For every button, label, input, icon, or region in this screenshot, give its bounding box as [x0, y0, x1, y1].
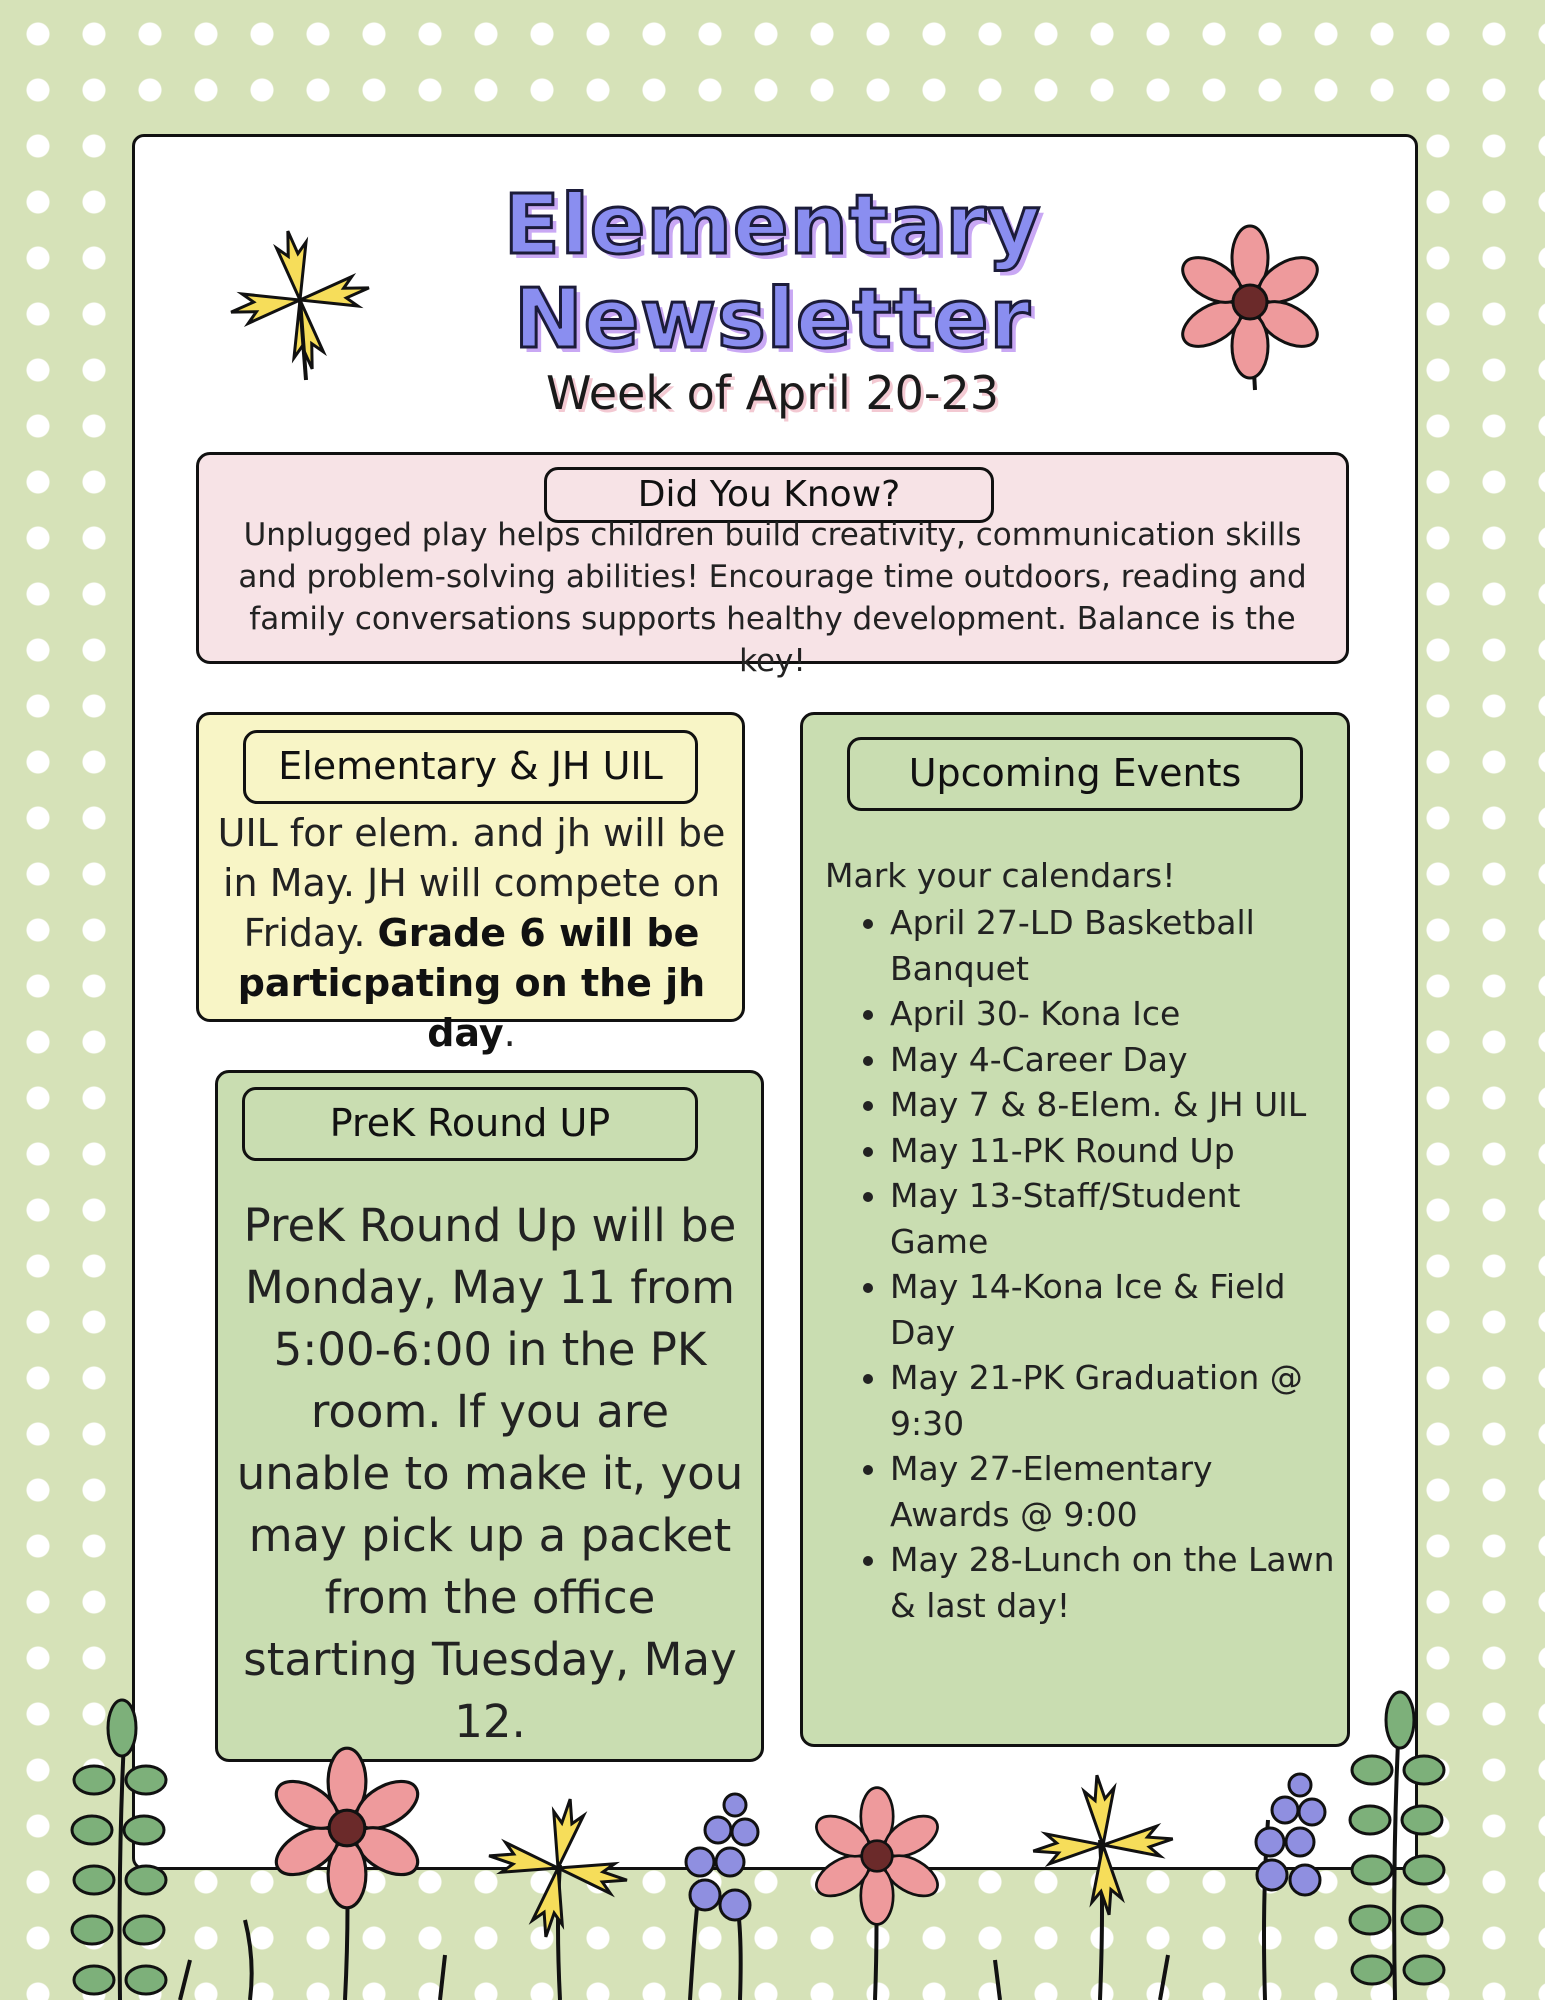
title-line-2: Newsletter: [514, 272, 1031, 367]
upcoming-events-heading: Upcoming Events: [847, 737, 1303, 811]
prek-text: PreK Round Up will be Monday, May 11 from 5:00-6:00 in the PK room. If you are unable to make it, you may pick up a packet from the office starting Tuesday, May 12.: [236, 1199, 744, 1748]
pink-flower-icon: [1175, 226, 1325, 378]
uil-heading: Elementary & JH UIL: [243, 730, 698, 804]
uil-text-end: .: [503, 1011, 516, 1055]
list-item: • April 27-LD Basketball Banquet: [890, 900, 1335, 991]
prek-heading: PreK Round UP: [242, 1087, 698, 1161]
list-item: • May 13-Staff/Student Game: [890, 1173, 1335, 1264]
list-item: • May 27-Elementary Awards @ 9:00: [890, 1446, 1335, 1537]
list-item: • April 30- Kona Ice: [890, 991, 1335, 1037]
title-line-1: Elementary: [503, 178, 1042, 273]
week-subtitle: Week of April 20-23: [545, 366, 1000, 420]
yellow-flower-icon: [1027, 1769, 1179, 1921]
purple-berry-icon: [686, 1794, 758, 1920]
did-you-know-heading: Did You Know?: [544, 467, 994, 523]
pink-flower-icon: [810, 1788, 945, 1925]
list-item: • May 21-PK Graduation @ 9:30: [890, 1355, 1335, 1446]
list-item: • May 4-Career Day: [890, 1037, 1335, 1083]
events-intro: Mark your calendars!: [825, 856, 1176, 895]
list-item: • May 28-Lunch on the Lawn & last day!: [890, 1537, 1335, 1628]
pink-flower-icon: [268, 1748, 425, 1908]
uil-text-bold: Grade 6 will be particpating on the jh day: [237, 911, 706, 1055]
list-item: • May 14-Kona Ice & Field Day: [890, 1264, 1335, 1355]
leafy-stem-icon-right: [1350, 1692, 1444, 1984]
purple-berry-icon: [1256, 1774, 1325, 1895]
did-you-know-text: Unplugged play helps children build creativity, communication skills and problem-solving abilities! Encourage time outdoors, reading and family conversations supports healthy development. Balance is the key!: [238, 517, 1307, 679]
uil-text-plain: UIL for elem. and jh will be in May. JH will compete on Friday.: [217, 811, 726, 955]
list-item: • May 7 & 8-Elem. & JH UIL: [890, 1082, 1335, 1128]
list-item: • May 11-PK Round Up: [890, 1128, 1335, 1174]
